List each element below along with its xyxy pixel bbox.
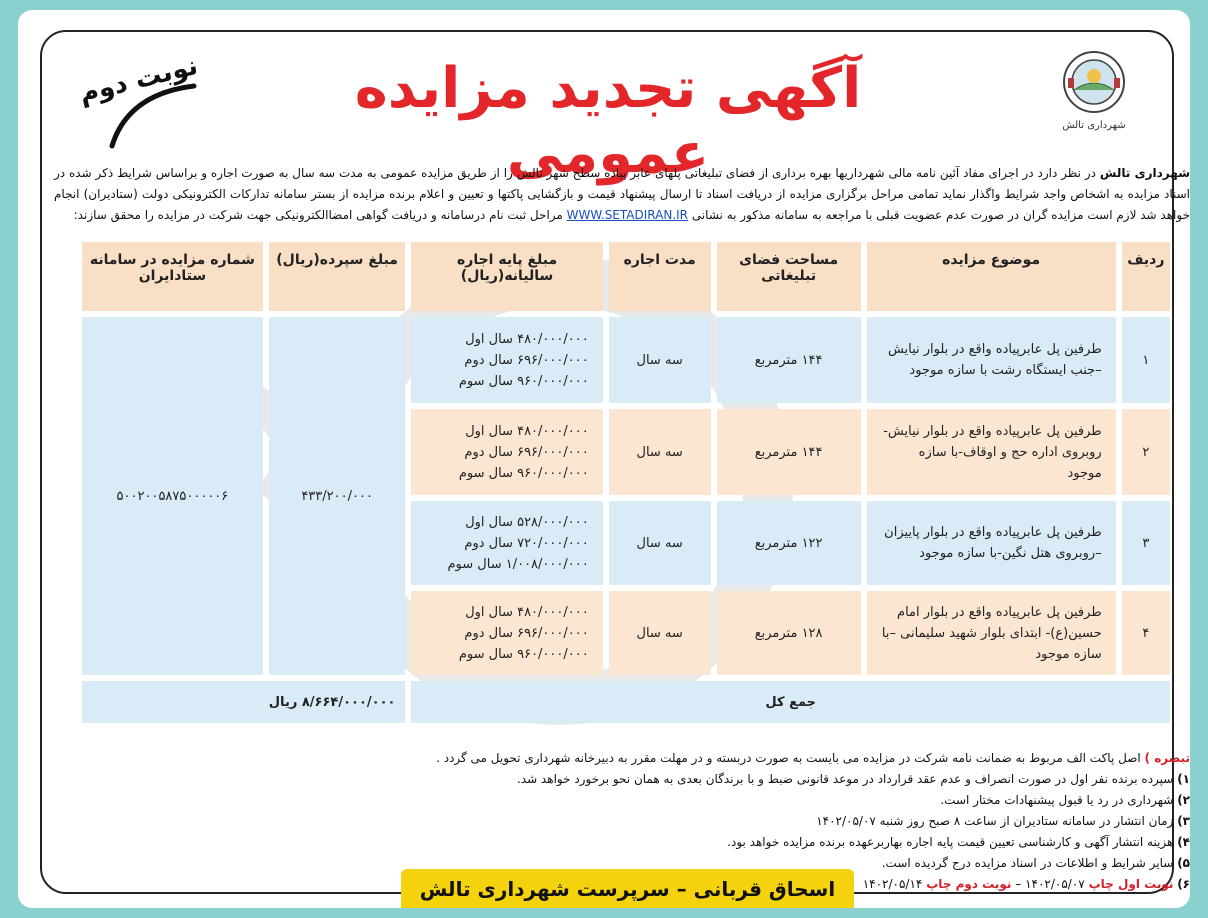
round-label: نوبت دوم [76, 50, 201, 110]
row-number: ۲ [1122, 409, 1170, 495]
row-duration: سه سال [609, 591, 711, 675]
row-base-rent [411, 317, 602, 403]
setadiran-link[interactable]: WWW.SETADIRAN.IR [566, 208, 689, 222]
logo-caption: شهرداری تالش [1062, 120, 1126, 131]
row-area: ۱۴۴ مترمربع [717, 409, 861, 495]
list-item: ۱) سپرده برنده نفر اول در صورت انصراف و عدم عقد قرارداد در موعد قانونی ضبط و با برندگان بعدی به همان نحو برخورد خواهد شد. [516, 772, 1190, 786]
first-print-label: نوبت اول چاپ [1088, 877, 1174, 891]
note-intro-text: اصل پاکت الف مربوط به ضمانت نامه شرکت در مزایده می بایست به صورت دربسته و در مهلت مقرر به دبیرخانه شهرداری تحویل می گردد . [436, 751, 1141, 765]
second-print-date: ۱۴۰۲/۰۵/۱۴ [862, 877, 923, 891]
second-print-label: نوبت دوم چاپ [926, 877, 1012, 891]
note-label: تبصره ) [1144, 751, 1190, 765]
row-subject: طرفین پل عابرپیاده واقع در بلوار امام حسین(ع)- ابتدای بلوار شهید سلیمانی –با سازه موجود [867, 591, 1116, 675]
col-header-base-rent: مبلغ پایه اجاره سالیانه(ریال) [411, 242, 602, 311]
rent-year-2: ۶۹۶/۰۰۰/۰۰۰ سال دوم [464, 625, 589, 641]
municipality-logo [1054, 50, 1134, 150]
col-header-subject: موضوع مزایده [867, 242, 1116, 311]
rent-year-1: ۴۸۰/۰۰۰/۰۰۰ سال اول [465, 331, 589, 347]
rent-year-1: ۵۲۸/۰۰۰/۰۰۰ سال اول [465, 514, 589, 530]
row-base-rent [411, 591, 602, 675]
col-header-row-number: ردیف [1122, 242, 1170, 311]
setad-number-cell: ۵۰۰۲۰۰۵۸۷۵۰۰۰۰۰۶ [82, 317, 263, 675]
col-header-area: مساحت فضای تبلیغاتی [717, 242, 861, 311]
row-base-rent [411, 501, 602, 585]
deposit-cell: ۴۳۳/۲۰۰/۰۰۰ [269, 317, 406, 675]
total-value: ۸/۶۶۴/۰۰۰/۰۰۰ ریال [82, 681, 405, 723]
rent-year-3: ۱/۰۰۸/۰۰۰/۰۰۰ سال سوم [447, 556, 589, 572]
list-item: ۳) زمان انتشار در سامانه ستادیران از ساعت ۸ صبح روز شنبه ۱۴۰۲/۰۵/۰۷ [816, 814, 1190, 828]
row-area: ۱۲۸ مترمربع [717, 591, 861, 675]
round-underline-icon [108, 80, 198, 150]
col-header-duration: مدت اجاره [609, 242, 711, 311]
row-duration: سه سال [609, 501, 711, 585]
first-print-date: ۱۴۰۲/۰۵/۰۷ [1025, 877, 1085, 891]
row-duration: سه سال [609, 409, 711, 495]
total-row [82, 681, 1170, 723]
intro-text-1: در نظر دارد در اجرای مفاد آئین نامه مالی شهرداریها بهره برداری از فضای تبلیغاتی پلهای عابر پیاده سطح شهر تالش را از طریق مزایده عمومی به مدت سه سال به صورت اجاره و براساس شرایط ذکر شده در اسناد مزایده به اشخاص واجد شرایط واگذار نماید تمامی مراحل برگزاری مزایده از دریافت اسناد تا ارسال پیشنهاد قیمت و بازگشایی پاکتها و تعیین و اعلام برنده مزایده از بستر سامانه تدارکات الکترونیکی دولت (ستادیران) انجام خواهد شد لازم است مزایده گران در صورت عدم عضویت قبلی با مراجعه به سامانه مذکور به نشانی [54, 166, 1190, 222]
intro-text-2: مراحل ثبت نام درسامانه و دریافت گواهی امضاالکترونیکی جهت شرکت در مزایده را محقق سازند: [73, 208, 563, 222]
row-subject: طرفین پل عابرپیاده واقع در بلوار پاییزان –روبروی هتل نگین-با سازه موجود [867, 501, 1116, 585]
intro-org: شهرداری تالش [1099, 166, 1190, 180]
row-duration: سه سال [609, 317, 711, 403]
intro-paragraph [54, 163, 1190, 226]
rent-year-1: ۴۸۰/۰۰۰/۰۰۰ سال اول [465, 604, 589, 620]
auction-table [76, 236, 1176, 729]
note-intro [54, 748, 1190, 769]
rent-year-2: ۶۹۶/۰۰۰/۰۰۰ سال دوم [464, 352, 589, 368]
print-separator: – [1015, 877, 1022, 891]
rent-year-2: ۷۲۰/۰۰۰/۰۰۰ سال دوم [464, 535, 589, 551]
notice-card [18, 10, 1190, 908]
list-item: ۴) هزینه انتشار آگهی و کارشناسی تعیین قیمت پایه اجاره بهاربرعهده برنده مزایده خواهد بود. [727, 835, 1190, 849]
row-area: ۱۲۲ مترمربع [717, 501, 861, 585]
total-label: جمع کل [411, 681, 1170, 723]
row-number: ۱ [1122, 317, 1170, 403]
list-item-print-dates: ۶) نوبت اول چاپ ۱۴۰۲/۰۵/۰۷ – نوبت دوم چاپ ۱۴۰۲/۰۵/۱۴ [862, 877, 1190, 891]
rent-year-2: ۶۹۶/۰۰۰/۰۰۰ سال دوم [464, 444, 589, 460]
rent-year-3: ۹۶۰/۰۰۰/۰۰۰ سال سوم [458, 465, 589, 481]
row-subject: طرفین پل عابرپیاده واقع در بلوار نیایش –جنب ایستگاه رشت با سازه موجود [867, 317, 1116, 403]
signature-banner: اسحاق قربانی – سرپرست شهرداری تالش [401, 869, 854, 908]
table-header-row [82, 242, 1170, 311]
list-item: ۲) شهرداری در رد یا قبول پیشنهادات مختار است. [940, 793, 1190, 807]
municipality-emblem-icon [1062, 50, 1126, 114]
row-number: ۳ [1122, 501, 1170, 585]
list-item: ۵) سایر شرایط و اطلاعات در اسناد مزایده درج گردیده است. [881, 856, 1190, 870]
col-header-deposit: مبلغ سپرده(ریال) [269, 242, 406, 311]
row-base-rent [411, 409, 602, 495]
rent-year-3: ۹۶۰/۰۰۰/۰۰۰ سال سوم [458, 373, 589, 389]
row-subject: طرفین پل عابرپیاده واقع در بلوار نیایش- روبروی اداره حج و اوقاف-با سازه موجود [867, 409, 1116, 495]
rent-year-3: ۹۶۰/۰۰۰/۰۰۰ سال سوم [458, 646, 589, 662]
row-number: ۴ [1122, 591, 1170, 675]
table-row [82, 317, 1170, 403]
page-title: آگهی تجدید مزایده عمومی [354, 56, 862, 186]
row-area: ۱۴۴ مترمربع [717, 317, 861, 403]
col-header-setad-number: شماره مزایده در سامانه ستادایران [82, 242, 263, 311]
rent-year-1: ۴۸۰/۰۰۰/۰۰۰ سال اول [465, 423, 589, 439]
